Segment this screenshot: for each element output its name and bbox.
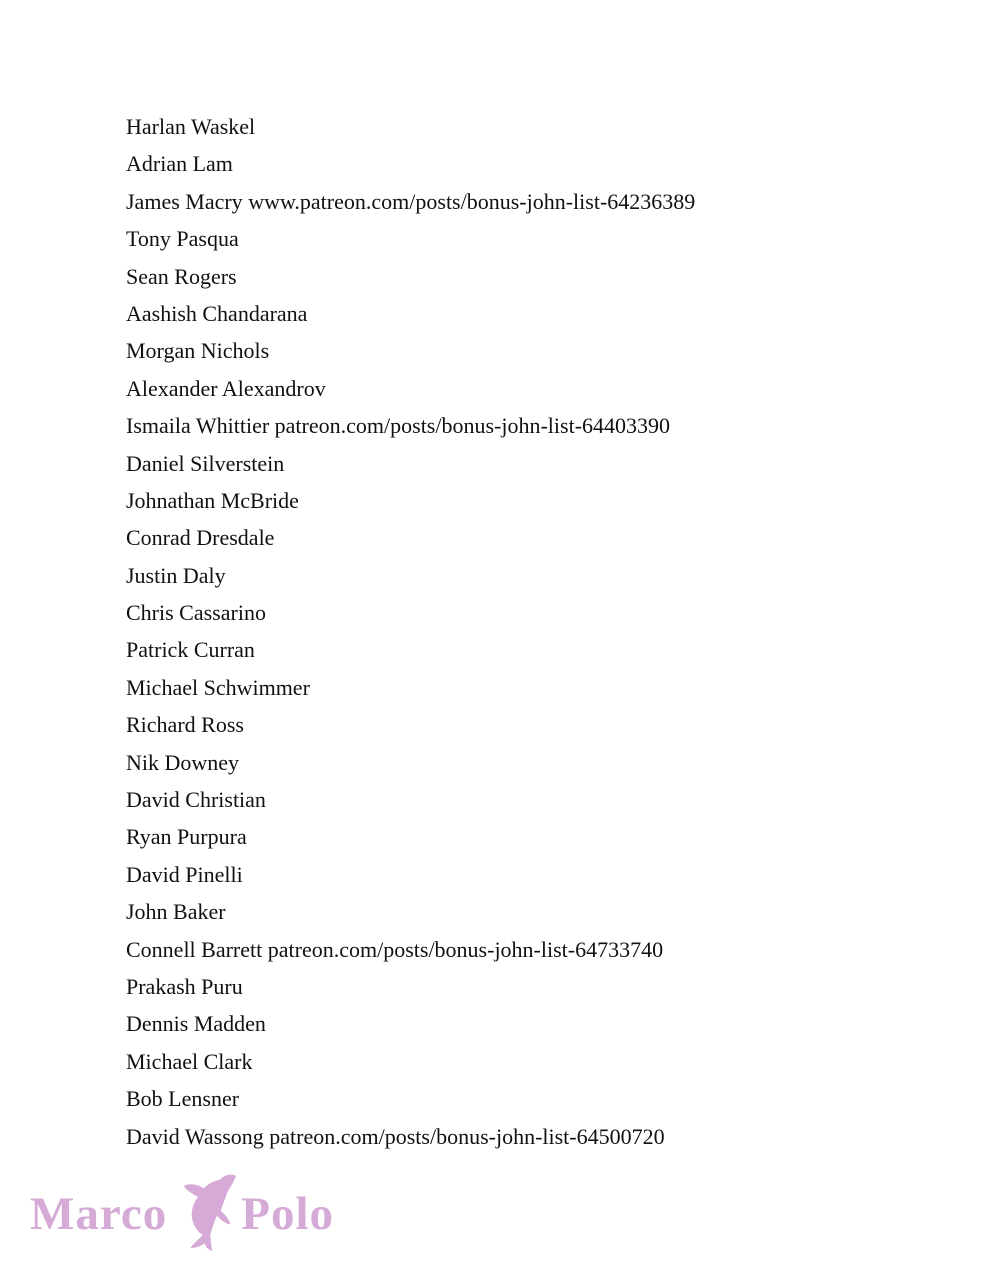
list-item (126, 519, 695, 556)
person-name: Sean Rogers (126, 263, 237, 289)
list-item (126, 631, 695, 668)
person-name: Conrad Dresdale (126, 525, 275, 551)
person-name: David Wassong (126, 1123, 264, 1149)
person-name: Aashish Chandarana (126, 300, 308, 326)
person-name: Alexander Alexandrov (126, 375, 326, 401)
person-name: Bob Lensner (126, 1086, 240, 1112)
list-item (126, 856, 695, 893)
list-item (126, 482, 695, 519)
person-name: Johnathan McBride (126, 487, 299, 513)
logo-word-marco: Marco (30, 1188, 168, 1240)
list-item (126, 1080, 695, 1117)
person-name: Patrick Curran (126, 637, 255, 663)
list-item (126, 744, 695, 781)
person-name: Chris Cassarino (126, 600, 266, 626)
list-item (126, 931, 695, 968)
person-name: Prakash Puru (126, 973, 243, 999)
person-name: Dennis Madden (126, 1011, 266, 1037)
person-name: Connell Barrett (126, 936, 263, 962)
list-item (126, 594, 695, 631)
list-item (126, 1043, 695, 1080)
list-item (126, 669, 695, 706)
list-item (126, 258, 695, 295)
person-name: Justin Daly (126, 562, 226, 588)
list-item (126, 370, 695, 407)
logo-word-polo: Polo (241, 1188, 335, 1240)
person-name: Morgan Nichols (126, 338, 270, 364)
person-name: John Baker (126, 899, 226, 925)
list-item (126, 1005, 695, 1042)
list-item (126, 781, 695, 818)
person-name: Ryan Purpura (126, 824, 247, 850)
person-name: Michael Clark (126, 1048, 253, 1074)
person-name: Daniel Silverstein (126, 450, 285, 476)
person-name: David Pinelli (126, 861, 243, 887)
person-name: Harlan Waskel (126, 114, 256, 139)
patreon-url: patreon.com/posts/bonus-john-list-64500720 (269, 1123, 665, 1149)
list-item (126, 108, 695, 145)
list-item (126, 445, 695, 482)
person-name: James Macry (126, 188, 243, 214)
name-list (126, 108, 695, 1155)
person-name: David Christian (126, 787, 266, 813)
person-name: Adrian Lam (126, 151, 233, 177)
marco-polo-logo (30, 1172, 334, 1252)
list-item (126, 706, 695, 743)
list-item (126, 557, 695, 594)
person-name: Ismaila Whittier (126, 413, 270, 439)
list-item (126, 183, 695, 220)
list-item (126, 818, 695, 855)
person-name: Michael Schwimmer (126, 674, 310, 700)
list-item (126, 407, 695, 444)
list-item (126, 295, 695, 332)
list-item (126, 1118, 695, 1155)
person-name: Richard Ross (126, 712, 244, 738)
patreon-url: www.patreon.com/posts/bonus-john-list-64236389 (248, 188, 696, 214)
person-name: Tony Pasqua (126, 226, 239, 252)
list-item (126, 893, 695, 930)
list-item (126, 220, 695, 257)
list-item (126, 145, 695, 182)
list-item (126, 332, 695, 369)
person-name: Nik Downey (126, 749, 240, 775)
patreon-url: patreon.com/posts/bonus-john-list-64733740 (267, 936, 664, 962)
list-item (126, 968, 695, 1005)
patreon-url: patreon.com/posts/bonus-john-list-64403390 (274, 413, 671, 439)
